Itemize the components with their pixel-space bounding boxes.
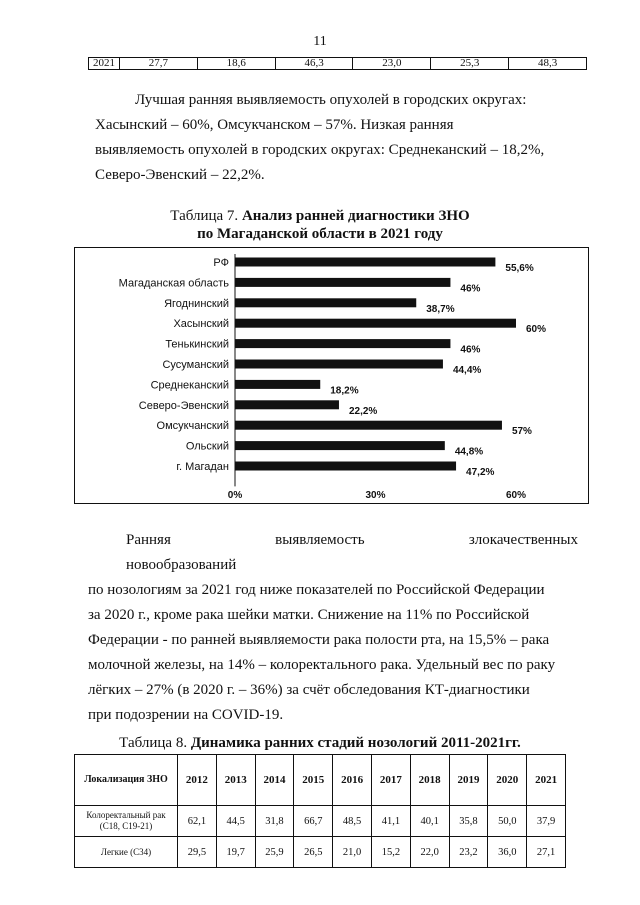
row-label: Легкие (С34): [75, 837, 178, 868]
bar: [235, 319, 516, 328]
header-localization: Локализация ЗНО: [75, 755, 178, 806]
table8-prefix: Таблица 8.: [119, 735, 188, 751]
table-cell: 22,0: [410, 837, 449, 868]
table-cell: 26,5: [294, 837, 333, 868]
table-cell: 27,7: [120, 58, 198, 70]
data-label: 60%: [526, 324, 547, 336]
data-label: 22,2%: [348, 405, 378, 417]
table8-dynamics: [74, 754, 566, 868]
table-cell: 2021: [89, 58, 120, 70]
category-label: РФ: [213, 257, 229, 269]
table-cell: 25,3: [431, 58, 509, 70]
data-label: 38,7%: [426, 303, 455, 315]
header-year: 2017: [371, 755, 410, 806]
table-cell: 15,2: [371, 837, 410, 868]
table8-caption: [110, 734, 530, 752]
table7-title: Анализ ранней диагностики ЗНО: [241, 208, 470, 224]
bar: [235, 380, 320, 389]
data-label: 46%: [460, 283, 481, 295]
paragraph-line: [88, 528, 578, 578]
data-label: 44,8%: [454, 446, 484, 458]
table-cell: 50,0: [488, 806, 527, 837]
data-label: 57%: [511, 426, 532, 438]
category-label: Северо-Эвенский: [138, 399, 229, 412]
table-cell: 23,0: [353, 58, 431, 70]
header-year: 2013: [216, 755, 255, 806]
data-label: 18,2%: [330, 385, 359, 397]
paragraph-best-detection: [95, 88, 575, 188]
top-table-fragment: [88, 57, 587, 70]
category-label: Сусуманский: [162, 359, 229, 371]
table-cell: 29,5: [178, 837, 217, 868]
category-label: Тенькинский: [165, 338, 229, 351]
table-cell: 44,5: [216, 806, 255, 837]
table-row: [75, 806, 566, 837]
bar: [235, 421, 502, 430]
table-cell: 37,9: [527, 806, 566, 837]
header-year: 2012: [178, 755, 217, 806]
chart-frame: [74, 247, 589, 504]
paragraph-line: при подозрении на COVID-19.: [88, 707, 284, 723]
bar: [235, 441, 445, 450]
header-year: 2014: [255, 755, 294, 806]
header-year: 2016: [333, 755, 372, 806]
paragraph-line: по нозологиям за 2021 год ниже показателей по Российской Федерации: [88, 582, 545, 598]
header-year: 2019: [449, 755, 488, 806]
category-label: Ягоднинский: [164, 297, 229, 310]
paragraph-line: за 2020 г., кроме рака шейки матки. Снижение на 11% по Российской: [88, 607, 530, 623]
page-number: 11: [313, 34, 327, 49]
table-cell: 23,2: [449, 837, 488, 868]
table-cell: 27,1: [527, 837, 566, 868]
table-cell: 25,9: [255, 837, 294, 868]
data-label: 44,4%: [452, 365, 482, 376]
category-label: Магаданская область: [118, 277, 229, 290]
table-cell: 36,0: [488, 837, 527, 868]
table-cell: 62,1: [178, 806, 217, 837]
bar: [235, 400, 339, 409]
table-row: [89, 58, 587, 70]
category-label: Среднеканский: [150, 379, 229, 392]
bar: [235, 360, 443, 369]
early-diagnosis-bar-chart: [75, 248, 588, 503]
header-year: 2020: [488, 755, 527, 806]
data-label: 46%: [460, 344, 481, 356]
table-cell: 41,1: [371, 806, 410, 837]
table-cell: 21,0: [333, 837, 372, 868]
bar: [235, 298, 416, 307]
paragraph-line: Федерации - по ранней выявляемости рака полости рта, на 15,5% – рака: [88, 632, 550, 648]
table-cell: 48,3: [509, 58, 587, 70]
table-cell: 35,8: [449, 806, 488, 837]
category-label: г. Магадан: [176, 461, 229, 473]
bar: [235, 258, 495, 267]
table7-caption: [150, 207, 490, 243]
header-year: 2021: [527, 755, 566, 806]
x-tick-label: 30%: [365, 490, 386, 501]
table-cell: 46,3: [275, 58, 353, 70]
paragraph-line: выявляемость опухолей в городских округах: Среднеканский – 18,2%,: [95, 142, 545, 158]
category-label: Ольский: [185, 440, 229, 453]
bar: [235, 462, 456, 471]
header-year: 2015: [294, 755, 333, 806]
paragraph-line: Хасынский – 60%, Омсукчанском – 57%. Низкая ранняя: [95, 117, 454, 133]
header-year: 2018: [410, 755, 449, 806]
table7-prefix: Таблица 7.: [170, 208, 239, 224]
paragraph-line: молочной железы, на 14% – колоректального рака. Удельный вес по раку: [88, 657, 556, 673]
bar: [235, 339, 450, 348]
table-cell: 48,5: [333, 806, 372, 837]
table-cell: 40,1: [410, 806, 449, 837]
table-header-row: [75, 755, 566, 806]
x-tick-label: 0%: [227, 490, 243, 501]
x-tick-label: 60%: [505, 490, 527, 501]
table-cell: 18,6: [197, 58, 275, 70]
data-label: 55,6%: [505, 263, 534, 274]
bar: [235, 278, 450, 287]
paragraph-line: Лучшая ранняя выявляемость опухолей в городских округах:: [135, 92, 527, 108]
category-label: Омсукчанский: [156, 420, 229, 433]
category-label: Хасынский: [173, 318, 229, 331]
paragraph-line-text: Ранняя выявляемость злокачественных новообразований: [126, 532, 578, 573]
table-cell: 19,7: [216, 837, 255, 868]
data-label: 47,2%: [466, 467, 495, 478]
paragraph-line: Северо-Эвенский – 22,2%.: [95, 167, 265, 183]
row-label: Колоректальный рак (С18, С19-21): [75, 806, 178, 837]
table-cell: 31,8: [255, 806, 294, 837]
paragraph-nosology: [88, 528, 578, 728]
table-cell: 66,7: [294, 806, 333, 837]
paragraph-line: лёгких – 27% (в 2020 г. – 36%) за счёт обследования КТ-диагностики: [88, 682, 530, 698]
table8-title: Динамика ранних стадий нозологий 2011-2021гг.: [190, 735, 521, 751]
table7-title-line2: по Магаданской области в 2021 году: [197, 226, 443, 242]
table-row: [75, 837, 566, 868]
